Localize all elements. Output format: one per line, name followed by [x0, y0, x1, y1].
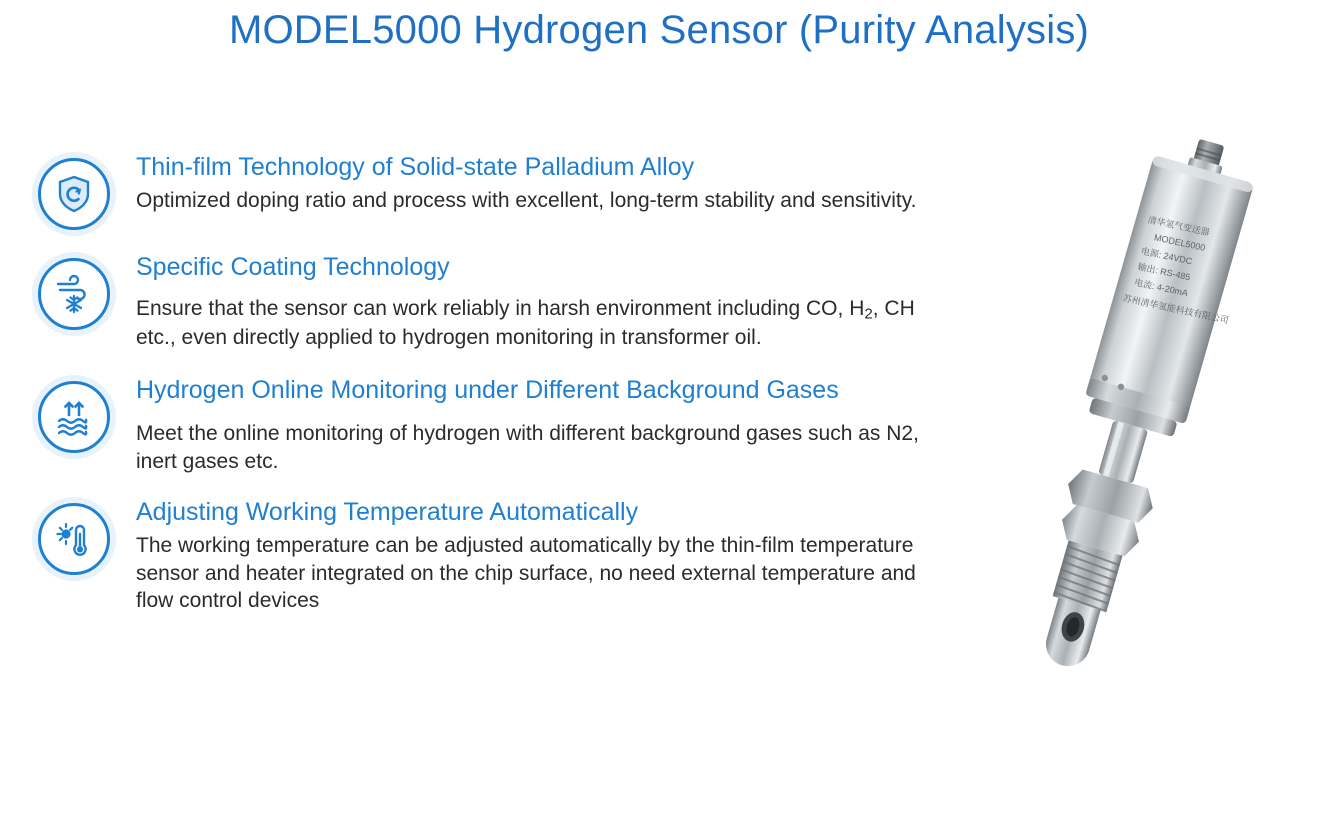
feature-icon-wrap: [38, 152, 122, 230]
svg-text:MODEL5000: MODEL5000: [1153, 232, 1207, 253]
feature-icon-wrap: [38, 497, 122, 575]
feature-item-thin-film: [38, 152, 968, 230]
feature-body-subscript: 2: [864, 304, 873, 322]
feature-icon-wrap: [38, 375, 122, 453]
feature-text-wrap: [122, 375, 968, 475]
feature-title: Hydrogen Online Monitoring under Different Background Gases: [136, 376, 839, 405]
feature-body-part-2: , CH etc., even directly applied to hydrogen monitoring in transformer oil.: [136, 296, 915, 349]
feature-text-wrap: [122, 152, 968, 214]
svg-text:清华氢气变送器: 清华氢气变送器: [1146, 214, 1211, 238]
feature-title: Specific Coating Technology: [136, 253, 450, 281]
feature-title: Thin-film Technology of Solid-state Palladium Alloy: [136, 153, 695, 181]
feature-icon-wrap: [38, 252, 122, 330]
water-arrows-up-icon: [38, 381, 110, 453]
svg-text:电源: 24VDC: 电源: 24VDC: [1140, 245, 1194, 267]
thermometer-sun-icon: [38, 503, 110, 575]
page-title: MODEL5000 Hydrogen Sensor (Purity Analysis): [228, 8, 1090, 52]
feature-item-temperature: [38, 497, 968, 615]
feature-text-wrap: [122, 252, 968, 351]
feature-body-part-1: Ensure that the sensor can work reliably in harsh environment including CO, H: [136, 296, 865, 320]
feature-text-wrap: [122, 497, 968, 615]
feature-list: [38, 152, 968, 615]
feature-body: Meet the online monitoring of hydrogen with different background gases such as N2, inert gases etc.: [136, 421, 919, 473]
snowflake-wind-icon: [38, 258, 110, 330]
svg-text:苏州清华氢能科技有限公司: 苏州清华氢能科技有限公司: [1121, 293, 1230, 326]
feature-title: Adjusting Working Temperature Automatically: [136, 498, 639, 527]
shield-check-icon: [38, 158, 110, 230]
svg-text:电流: 4-20mA: 电流: 4-20mA: [1133, 277, 1189, 299]
feature-item-coating: [38, 252, 968, 351]
feature-item-online-monitoring: [38, 375, 968, 475]
feature-body: Optimized doping ratio and process with excellent, long-term stability and sensitivity.: [136, 188, 917, 212]
hydrogen-sensor-photo: [968, 120, 1308, 680]
feature-body: [136, 295, 926, 352]
svg-text:输出: RS-485: 输出: RS-485: [1136, 261, 1192, 283]
feature-body: The working temperature can be adjusted automatically by the thin-film temperature sensor and heater integrated on the chip surface, no need external temperature and flow control devices: [136, 533, 916, 613]
